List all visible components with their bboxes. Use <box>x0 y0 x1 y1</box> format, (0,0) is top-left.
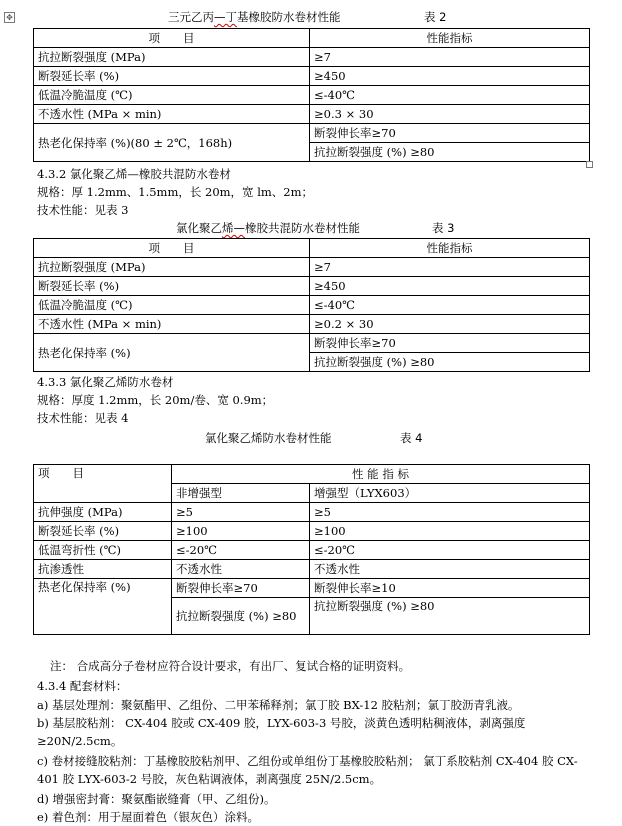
table4-header-item: 项 目 <box>34 465 172 503</box>
table-cell: 不透水性 <box>310 560 590 579</box>
table-row <box>34 522 590 541</box>
table-cell: 热老化保持率 (%) <box>34 334 310 372</box>
table-row <box>34 105 590 124</box>
section-4-3-4-heading: 4.3.4 配套材料： <box>37 679 128 693</box>
item-c: c) 卷材接缝胶粘剂：丁基橡胶胶粘剂甲、乙组份或单组份丁基橡胶胶粘剂； 氯丁系胶粘剂 CX-404 胶 CX-401 胶 LYX-603-2 号胶，灰色粘调液体，剥离强度 25N/2.5cm。 <box>37 754 578 786</box>
table-row <box>34 579 590 598</box>
table-cell: 抗渗透性 <box>34 560 172 579</box>
table4-subheader-nonreinforced: 非增强型 <box>172 484 310 503</box>
table-row <box>34 86 590 105</box>
table-cell: ≥7 <box>310 258 590 277</box>
section-4-3-2-tech: 技术性能：见表 3 <box>37 203 129 217</box>
table-cell: 低温弯折性 (℃) <box>34 541 172 560</box>
table-cell: ≤-20℃ <box>172 541 310 560</box>
table-cell: 抗拉断裂强度 (%) ≥80 <box>310 143 590 162</box>
table4-caption: 氯化聚乙烯防水卷材性能 <box>205 431 332 445</box>
table-cell: 断裂延长率 (%) <box>34 522 172 541</box>
section-4-3-3-spec: 规格：厚度 1.2mm，长 20m/卷、宽 0.9m； <box>37 393 274 407</box>
table-cell: ≥450 <box>310 67 590 86</box>
table-row <box>34 67 590 86</box>
table2-number: 表 2 <box>424 10 447 24</box>
table3-header-item: 项 目 <box>34 239 310 258</box>
table-cell: ≥100 <box>310 522 590 541</box>
table3 <box>33 238 590 372</box>
table-cell: ≤-40℃ <box>310 296 590 315</box>
table-row <box>34 465 590 484</box>
table-cell: 断裂伸长率≥70 <box>172 579 310 598</box>
table-row <box>34 258 590 277</box>
table-cell: ≤-20℃ <box>310 541 590 560</box>
table-cell: 低温冷脆温度 (℃) <box>34 296 310 315</box>
table4-number: 表 4 <box>400 431 423 445</box>
table-cell: ≥7 <box>310 48 590 67</box>
table-row <box>34 560 590 579</box>
table4-header-spec: 性 能 指 标 <box>172 465 590 484</box>
table-row <box>34 296 590 315</box>
table3-header-spec: 性能指标 <box>310 239 590 258</box>
table-cell: ≥5 <box>172 503 310 522</box>
section-4-3-3-heading: 4.3.3 氯化聚乙烯防水卷材 <box>37 375 174 389</box>
table-cell: ≥0.2 × 30 <box>310 315 590 334</box>
table-cell: 抗拉断裂强度 (%) ≥80 <box>310 353 590 372</box>
table-cell: 抗拉断裂强度 (MPa) <box>34 258 310 277</box>
table-row <box>34 48 590 67</box>
table-cell: ≥5 <box>310 503 590 522</box>
table-cell: 不透水性 (MPa × min) <box>34 315 310 334</box>
table-cell: 断裂延长率 (%) <box>34 67 310 86</box>
table-row <box>34 315 590 334</box>
table-cell: 不透水性 (MPa × min) <box>34 105 310 124</box>
table2-header-spec: 性能指标 <box>310 29 590 48</box>
table4 <box>33 464 590 635</box>
table-cell: 断裂伸长率≥70 <box>310 124 590 143</box>
note: 注： 合成高分子卷材应符合设计要求，有出厂、复试合格的证明资料。 <box>50 659 411 673</box>
table-row <box>34 124 590 143</box>
table-resize-handle[interactable] <box>586 161 593 168</box>
table-cell: ≥100 <box>172 522 310 541</box>
table-row <box>34 29 590 48</box>
section-4-3-3-tech: 技术性能：见表 4 <box>37 411 129 425</box>
table-cell: ≤-40℃ <box>310 86 590 105</box>
item-e: e) 着色剂：用于屋面着色（银灰色）涂料。 <box>37 810 259 824</box>
item-a: a) 基层处理剂：聚氨酯甲、乙组份、二甲苯稀释剂；氯丁胶 BX-12 胶粘剂；氯丁胶沥青乳液。 <box>37 698 520 712</box>
item-d: d) 增强密封膏：聚氨酯嵌缝膏（甲、乙组份)。 <box>37 792 276 806</box>
table2 <box>33 28 590 162</box>
table-row <box>34 334 590 353</box>
table-cell: 低温冷脆温度 (℃) <box>34 86 310 105</box>
table-cell: 抗拉断裂强度 (MPa) <box>34 48 310 67</box>
table-cell: 抗拉断裂强度 (%) ≥80 <box>172 598 310 635</box>
table-row <box>34 503 590 522</box>
table-cell: 热老化保持率 (%) <box>34 579 172 635</box>
table-row <box>34 541 590 560</box>
item-b: b) 基层胶粘剂： CX-404 胶或 CX-409 胶，LYX-603-3 号胶，淡黄色透明粘稠液体，剥离强度≥20N/2.5cm。 <box>37 716 526 748</box>
table-row <box>34 239 590 258</box>
table-row <box>34 277 590 296</box>
table4-subheader-reinforced: 增强型（LYX603） <box>310 484 590 503</box>
table-cell: ≥0.3 × 30 <box>310 105 590 124</box>
table3-caption: 氯化聚乙烯—橡胶共混防水卷材性能 <box>176 221 360 235</box>
table-cell: 断裂伸长率≥10 <box>310 579 590 598</box>
table-cell: ≥450 <box>310 277 590 296</box>
table-move-handle-icon[interactable]: ✥ <box>4 12 15 23</box>
section-4-3-2-spec: 规格：厚 1.2mm、1.5mm，长 20m，宽 lm、2m； <box>37 185 314 199</box>
table-cell: 热老化保持率 (%)(80 ± 2℃，168h) <box>34 124 310 162</box>
table2-header-item: 项 目 <box>34 29 310 48</box>
table2-caption: 三元乙丙—丁基橡胶防水卷材性能 <box>168 10 341 24</box>
table-cell: 抗伸强度 (MPa) <box>34 503 172 522</box>
table-cell: 断裂延长率 (%) <box>34 277 310 296</box>
section-4-3-2-heading: 4.3.2 氯化聚乙烯—橡胶共混防水卷材 <box>37 167 231 181</box>
table-cell: 抗拉断裂强度 (%) ≥80 <box>310 598 590 635</box>
table3-number: 表 3 <box>432 221 455 235</box>
table-cell: 断裂伸长率≥70 <box>310 334 590 353</box>
table-cell: 不透水性 <box>172 560 310 579</box>
